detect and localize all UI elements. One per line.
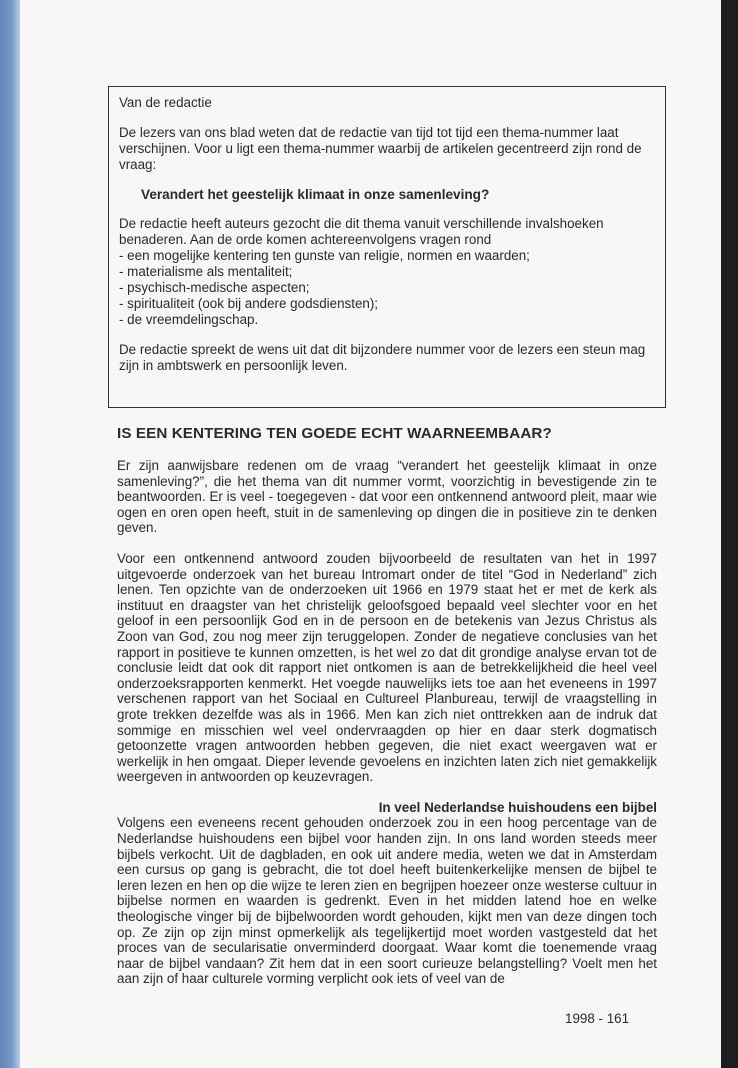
topic-item: - een mogelijke kentering ten gunste van religie, normen en waarden;: [119, 248, 530, 263]
article-paragraph-2: Voor een ontkennend antwoord zouden bijvoorbeeld de resultaten van het in 1997 uitgevoerde onderzoek van het bureau Intromart onder de titel “God in Nederland” zich lenen. Ten opzichte van de onderzoeken uit 1966 en 1979 staat het er met de kerk als instituut en draagster van het christelijk geloofsgoed bepaald veel slechter voor en het geloof in een persoonlijk God en in de persoon en de betekenis van Jezus Christus als Zoon van God, zou nog meer zijn teruggelopen. Zonder de negatieve conclusies van het rapport in positieve te kunnen omzetten, is het wel zo dat dit grondige analyse ervan tot de conclusie leidt dat ook dit rapport niet ontkomen is aan de betrekkelijkheid die heel veel onderzoeksrapporten kenmerkt. Het voegde nauwelijks iets toe aan het eveneens in 1997 verschenen rapport van het Sociaal en Cultureel Planbureau, terwijl de vraagstelling in grote trekken dezelfde was als in 1966. Men kan zich niet onttrekken aan de indruk dat sommige en misschien wel veel ondervraagden op hier en daar sterk dogmatisch getoonzette vragen antwoorden hebben gegeven, die niet exact weergaven wat er werkelijk in hen omgaat. Dieper levende gevoelens en inzichten laten zich niet gemakkelijk weergeven in antwoorden op keuzevragen.: [117, 550, 657, 785]
editor-note-topics: [119, 248, 655, 328]
topic-item: - de vreemdelingschap.: [119, 312, 259, 327]
editor-note-title: Van de redactie: [119, 95, 212, 110]
editor-note-approach: De redactie heeft auteurs gezocht die dit thema vanuit verschillende invalshoeken benaderen. Aan de orde komen achtereenvolgens vragen rond: [119, 216, 604, 247]
editor-note-question: Verandert het geestelijk klimaat in onze samenleving?: [141, 187, 490, 202]
article-body: [117, 425, 657, 1002]
topic-item: - psychisch-medische aspecten;: [119, 280, 310, 295]
binding-spine: [0, 0, 20, 1068]
article-paragraph-3: Volgens een eveneens recent gehouden onderzoek zou in een hoog percentage van de Nederlandse huishoudens een bijbel voor handen zijn. In ons land worden steeds meer bijbels verkocht. Uit de dagbladen, en ook uit andere media, weten we dat in Amsterdam een cursus op gang is gebracht, die tot doel heeft buitenkerkelijke mensen de bijbel te leren lezen en hen op die wijze te leren zien en begrijpen hoezeer onze westerse cultuur in bijbelse normen en waarden is gedrenkt. Even in het midden latend hoe en welke theologische vinger bij de bijbelwoorden wordt gehouden, kijkt men van deze dingen toch op. Ze zijn op zijn minst opmerkelijk als tegelijkertijd moet worden vastgesteld dat het proces van de secularisatie onverminderd doorgaat. Waar komt die toenemende vraag naar de bijbel vandaan? Zit hem dat in een soort curieuze belangstelling? Voelt men het aan zijn of haar culturele vorming verplicht ook iets of veel van de: [117, 815, 657, 987]
editor-note-intro: De lezers van ons blad weten dat de redactie van tijd tot tijd een thema-nummer laat verschijnen. Voor u ligt een thema-nummer waarbij de artikelen gecentreerd zijn rond de vraag:: [119, 125, 642, 172]
topic-item: - spiritualiteit (ook bij andere godsdiensten);: [119, 296, 379, 311]
scan-edge: [721, 0, 738, 1068]
editor-note-box: [108, 86, 666, 408]
page-number: 1998 - 161: [565, 1011, 630, 1026]
article-paragraph-1: Er zijn aanwijsbare redenen om de vraag “verandert het geestelijk klimaat in onze samenleving?”, die het thema van dit nummer vormt, voorzichtig in bevestigende zin te beantwoorden. Er is veel - toegegeven - dat voor een ontkennend antwoord pleit, maar wie ogen en oren open heeft, stuit in de samenleving op dingen die in positieve zin te denken geven.: [117, 458, 657, 536]
article-subheading: In veel Nederlandse huishoudens een bijbel: [378, 799, 657, 815]
topic-item: - materialisme als mentaliteit;: [119, 264, 293, 279]
article-heading: IS EEN KENTERING TEN GOEDE ECHT WAARNEEMBAAR?: [117, 425, 552, 442]
editor-note-closing: De redactie spreekt de wens uit dat dit bijzondere nummer voor de lezers een steun mag zijn in ambtswerk en persoonlijk leven.: [119, 342, 646, 373]
